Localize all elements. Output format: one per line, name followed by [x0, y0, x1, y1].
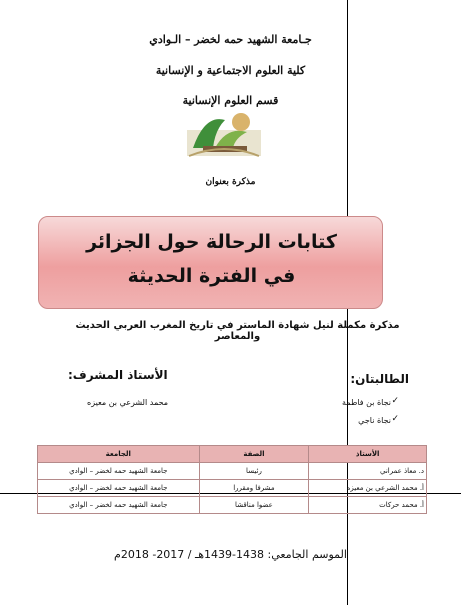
department-name: قسم العلوم الإنسانية: [182, 94, 279, 107]
university-logo: [185, 108, 263, 160]
cell-professor: د. معاذ عمراني: [309, 463, 427, 480]
faculty-name: كلية العلوم الاجتماعية و الإنسانية: [155, 64, 306, 77]
cell-university: جامعة الشهيد حمه لخضر – الوادي: [38, 463, 200, 480]
check-icon: ✓: [391, 414, 399, 424]
supervisor-heading: الأستاذ المشرف:: [68, 368, 168, 382]
cell-role: رئيسا: [199, 463, 309, 480]
cell-university: جامعة الشهيد حمه لخضر – الوادي: [38, 497, 200, 514]
table-row: [38, 497, 427, 514]
header-university: الجامعة: [38, 446, 200, 463]
student-name-1: نجاة بن فاطمة: [342, 398, 391, 407]
academic-season: الموسم الجامعي: 1438-1439هـ / 2017- 2018م: [114, 548, 347, 561]
check-icon: ✓: [391, 396, 399, 406]
university-name: جـامعة الشهيد حمه لخضر – الـوادي: [149, 33, 312, 46]
jury-table: [37, 445, 427, 514]
table-row: [38, 480, 427, 497]
student-name-2: نجاة ناجي: [358, 416, 391, 425]
table-header-row: [38, 446, 427, 463]
memo-heading: مذكرة بعنوان: [205, 177, 256, 187]
title-box: [38, 216, 383, 309]
title-line-2: في الفترة الحديثة: [127, 265, 296, 287]
students-heading: الطالبتان:: [350, 372, 409, 386]
supervisor-name: محمد الشرعي بن معيزه: [87, 398, 169, 407]
cell-university: جامعة الشهيد حمه لخضر – الوادي: [38, 480, 200, 497]
subtitle: مذكرة مكملة لنيل شهادة الماستر في تاريخ المغرب العربي الحديث والمعاصر: [75, 320, 400, 342]
header-professor: الأستاذ: [309, 446, 427, 463]
title-line-1: كتابات الرحالة حول الجزائر: [86, 231, 337, 253]
header-role: الصفة: [199, 446, 309, 463]
cell-role: مشرفا ومقررا: [199, 480, 309, 497]
cell-professor: أ. محمد الشرعي بن معيزه: [309, 480, 427, 497]
cell-professor: أ. محمد حركات: [309, 497, 427, 514]
cell-role: عضوا مناقشا: [199, 497, 309, 514]
table-row: [38, 463, 427, 480]
